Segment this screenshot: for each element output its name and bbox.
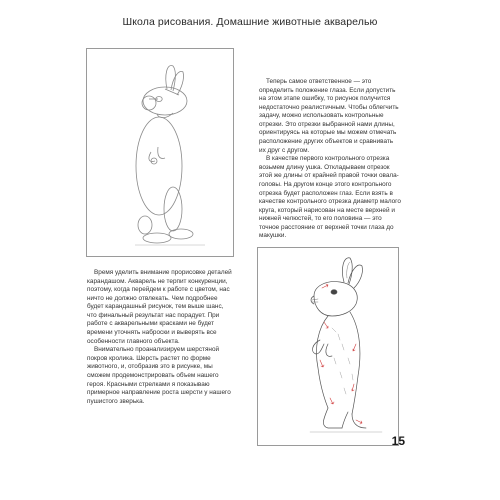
paragraph: В качестве первого контрольного отрезка возьмем длину ушка. Откладываем отрезок этой же длины от крайней правой точки овала-головы. На другом конце этого контрольного отрезка будет расположен глаз. Если взять в качестве контрольного отрезка диаметр малого круга, который нарисован на месте верхней и нижней челюстей, то его половина — это точное расстояние от верхней точки глаза до макушки. [259,155,401,240]
detailed-sketch-rabbit [258,248,400,447]
paragraph: Время уделить внимание прорисовке деталей карандашом. Акварель не терпит конкуренции, поэтому, когда перейдем к работе с цветом, нас ничто не должно отвлекать. Чем подробнее будет карандашный рисунок, тем выше шанс, что финальный результат нас порадует. При работе с акварельными красками не будет времени уточнять наброски и выверять все особенности главного объекта. [87,269,232,345]
paragraph: Теперь самое ответственное — это определить положение глаза. Если допустить на этом этапе ошибку, то рисунок получится недостаточно реалистичным. Чтобы облегчить задачу, можно использовать контрольные отрезки. Это отрезки выбранной нами длины, ориентируясь на которые мы можем отмечать расположение других объектов и сравнивать их друг с другом. [259,78,399,154]
construction-sketch-figure [86,48,234,257]
instruction-text-right [259,78,401,241]
construction-sketch-rabbit [87,49,235,258]
detailed-sketch-figure [257,247,399,446]
running-header: Школа рисования. Домашние животные акварелью [122,16,378,28]
page-number: 15 [391,434,405,448]
instruction-text-left [87,269,234,406]
paragraph: Внимательно проанализируем шерстяной покров кролика. Шерсть растет по форме животного, и, отобразив это в рисунке, мы сможем продемонстрировать объем нашего героя. Красными стрелками я показываю примерное направление роста шерсти у нашего пушистого зверька. [87,346,231,405]
